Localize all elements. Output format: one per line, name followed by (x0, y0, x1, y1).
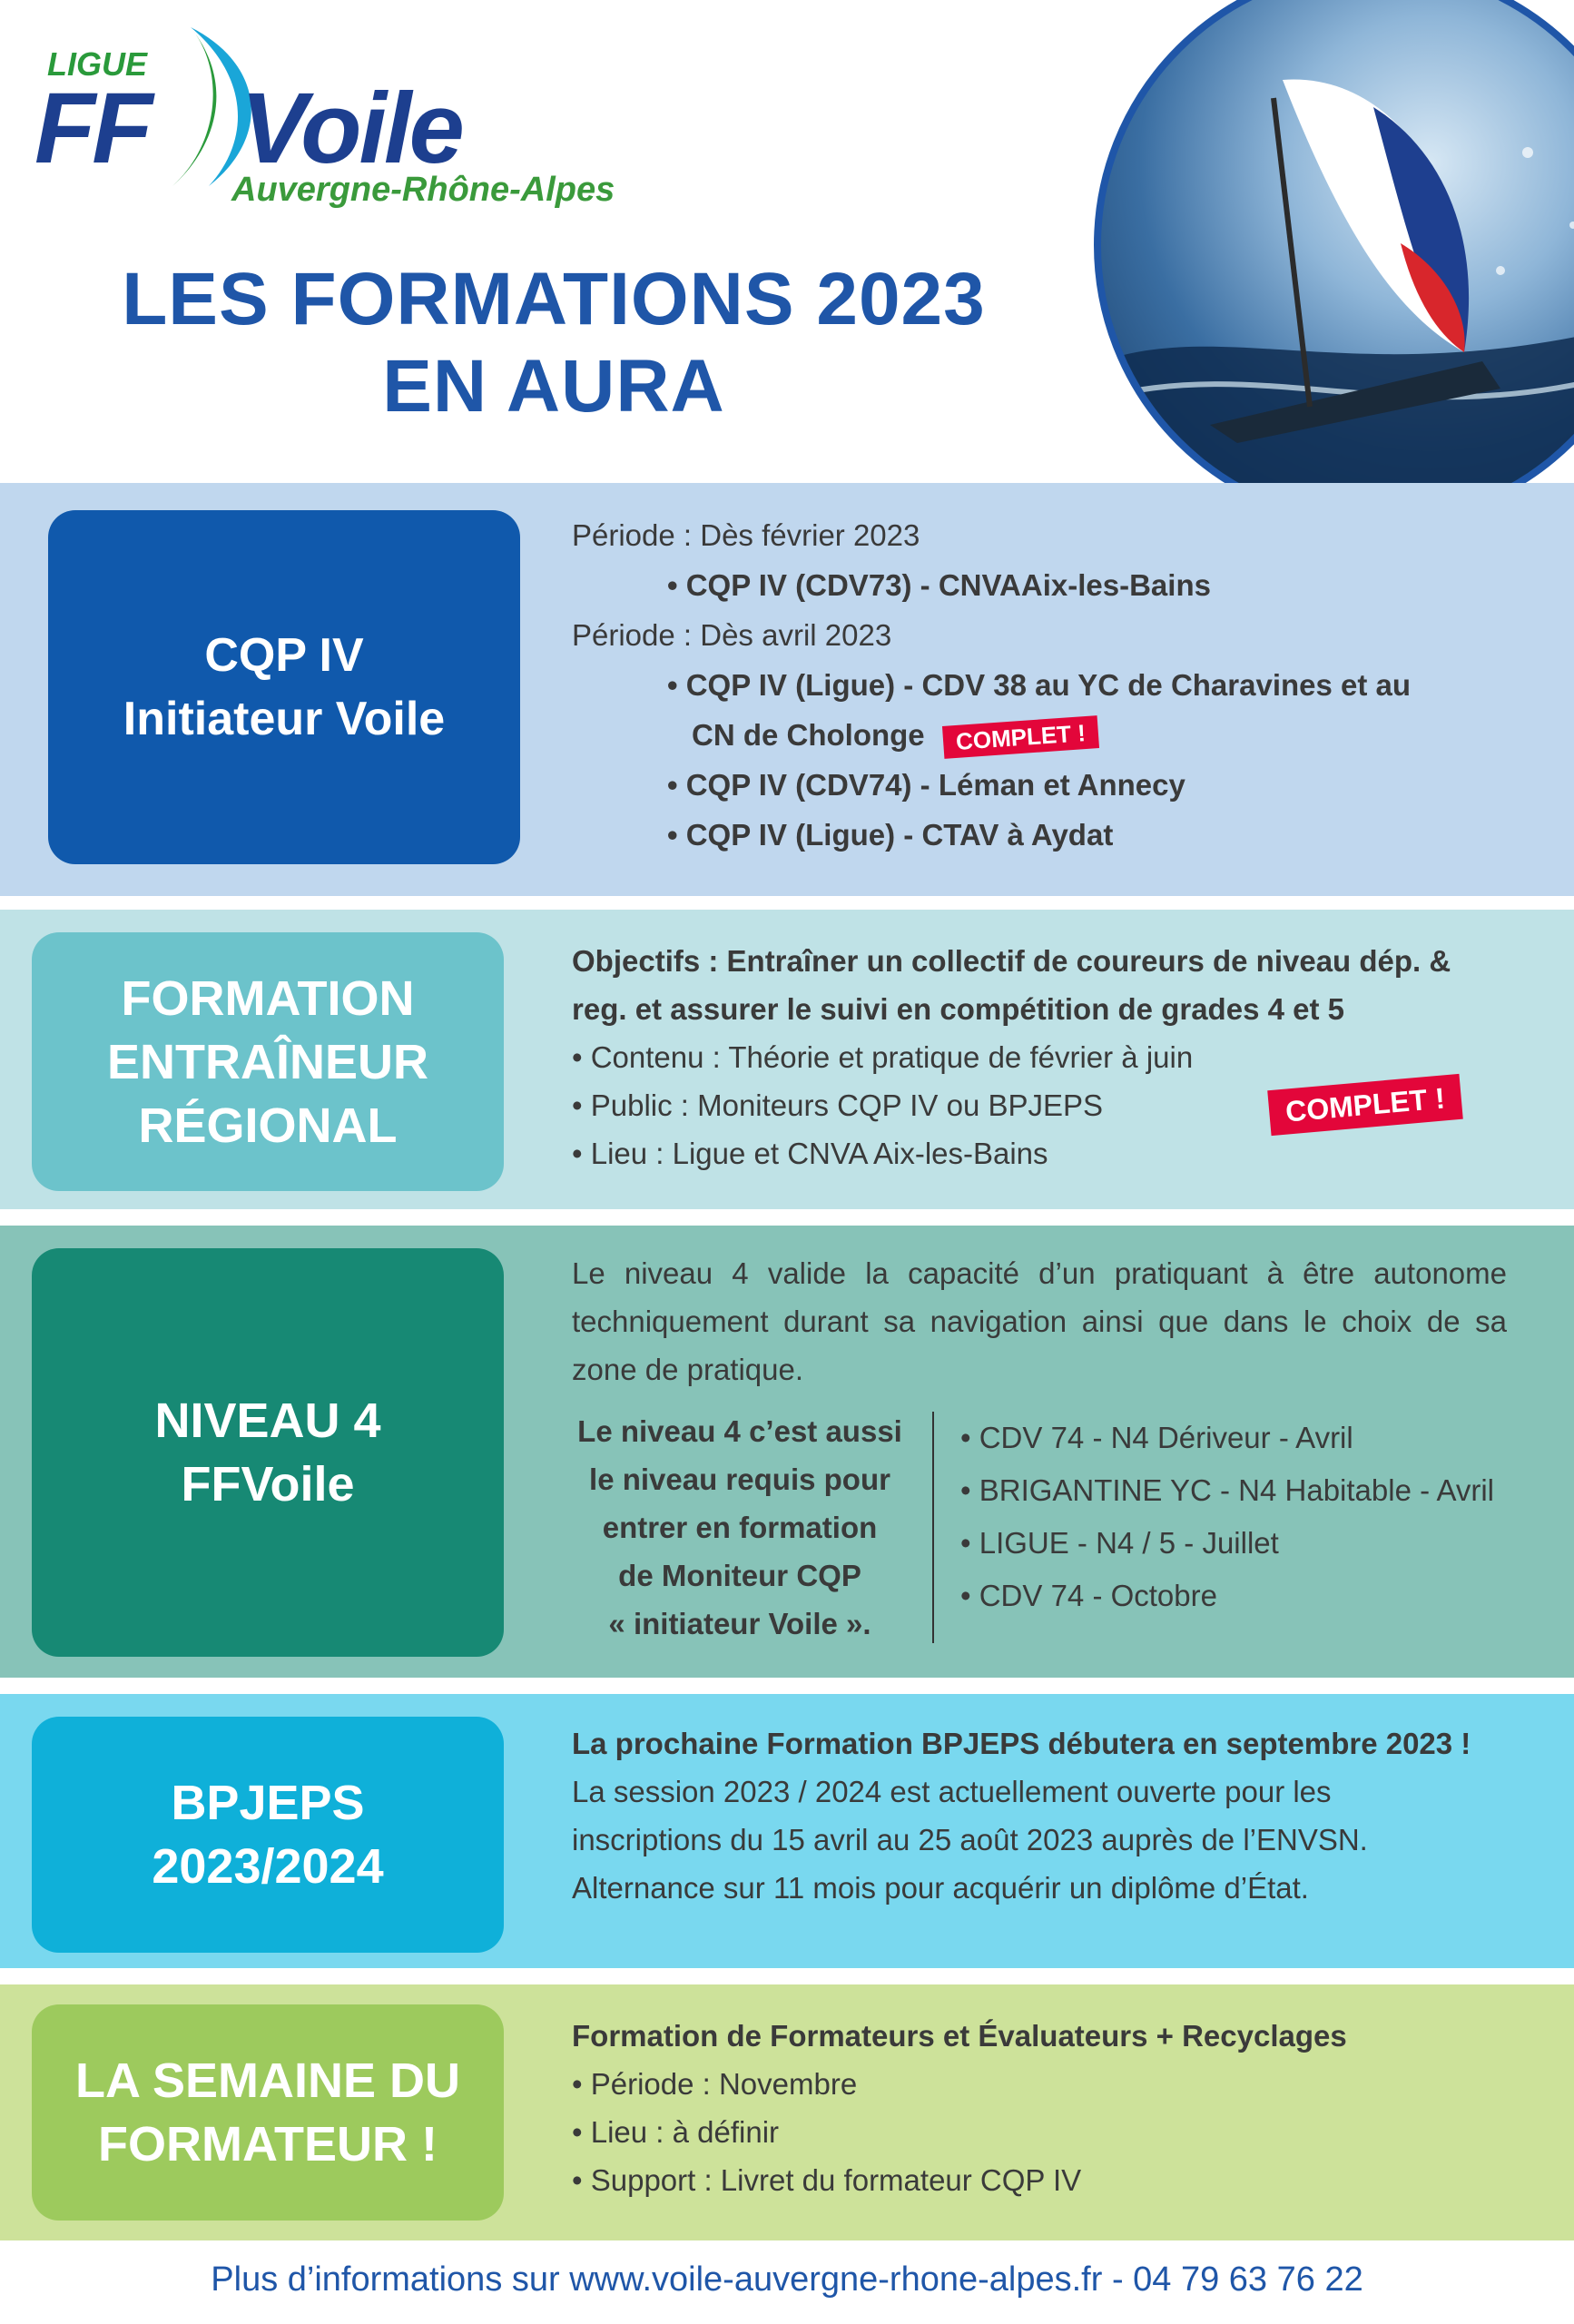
logo-region: Auvergne-Rhône-Alpes (231, 171, 615, 209)
semaine-details (572, 2012, 1534, 2204)
niveau4-label-line-2: FFVoile (181, 1457, 355, 1512)
bpjeps-label-line-2: 2023/2024 (152, 1839, 384, 1894)
niveau4-note-line-3: entrer en formation (602, 1511, 878, 1544)
niveau4-note-line-5: « initiateur Voile ». (608, 1607, 871, 1640)
niveau4-intro (572, 1249, 1507, 1393)
page-title (54, 256, 1053, 430)
ffvoile-logo (27, 18, 615, 218)
cqp-section (0, 483, 1574, 896)
entraineur-section (0, 910, 1574, 1209)
cqp-label-line-1: CQP IV (204, 629, 364, 682)
cqp-periode-2: Période : Dès avril 2023 (572, 618, 892, 652)
cqp-label-box (48, 510, 520, 864)
semaine-lieu: • Lieu : à définir (572, 2115, 780, 2149)
semaine-label-line-1: LA SEMAINE DU (74, 2053, 460, 2108)
niveau4-label-box (32, 1248, 504, 1657)
niveau4-intro-line-2: techniquement durant sa navigation ainsi que dans le choix de sa (572, 1305, 1507, 1338)
footer-info[interactable]: Plus d’informations sur www.voile-auvergne-rhone-alpes.fr - 04 79 63 76 22 (211, 2260, 1363, 2299)
semaine-periode: • Période : Novembre (572, 2067, 858, 2101)
niveau4-note-line-1: Le niveau 4 c’est aussi (577, 1414, 902, 1448)
entraineur-label-line-2: ENTRAÎNEUR (106, 1034, 428, 1089)
cqp-item-2: • CQP IV (Ligue) - CDV 38 au YC de Charavines et au (667, 668, 1412, 702)
bpjeps-section (0, 1694, 1574, 1968)
title-line-1: LES FORMATIONS 2023 (122, 258, 986, 340)
cqp-item-3: • CQP IV (CDV74) - Léman et Annecy (667, 768, 1185, 802)
entraineur-objectif-2: reg. et assurer le suivi en compétition de grades 4 et 5 (572, 992, 1344, 1026)
entraineur-label-line-3: RÉGIONAL (138, 1098, 398, 1153)
entraineur-label-line-1: FORMATION (121, 970, 415, 1026)
cqp-item-2-line-2: CN de Cholonge (692, 718, 925, 752)
semaine-section (0, 1984, 1574, 2240)
cqp-label-line-2: Initiateur Voile (123, 693, 446, 745)
niveau4-note (563, 1407, 917, 1648)
logo-ff: FF (34, 73, 150, 184)
niveau4-session-4: • CDV 74 - Octobre (960, 1579, 1217, 1612)
entraineur-public: • Public : Moniteurs CQP IV ou BPJEPS (572, 1088, 1104, 1122)
bpjeps-details (572, 1719, 1534, 1912)
bpjeps-label-box (32, 1717, 504, 1953)
semaine-label-line-2: FORMATEUR ! (98, 2117, 438, 2171)
semaine-support: • Support : Livret du formateur CQP IV (572, 2163, 1082, 2197)
entraineur-complet-badge: COMPLET ! (1267, 1074, 1463, 1136)
bpjeps-headline: La prochaine Formation BPJEPS débutera en septembre 2023 ! (572, 1727, 1471, 1760)
niveau4-session-2: • BRIGANTINE YC - N4 Habitable - Avril (960, 1473, 1495, 1507)
bpjeps-line-2: inscriptions du 15 avril au 25 août 2023 auprès de l’ENVSN. (572, 1823, 1368, 1856)
entraineur-label-box (32, 932, 504, 1191)
cqp-item-1: • CQP IV (CDV73) - CNVAAix-les-Bains (667, 568, 1211, 602)
logo-voile: Voile (241, 73, 462, 184)
niveau4-sessions (960, 1412, 1541, 1622)
cqp-item-4: • CQP IV (Ligue) - CTAV à Aydat (667, 818, 1114, 852)
cqp-complet-badge: COMPLET ! (942, 715, 1099, 759)
entraineur-details (572, 937, 1534, 1177)
niveau4-session-1: • CDV 74 - N4 Dériveur - Avril (960, 1421, 1353, 1454)
bpjeps-label-line-1: BPJEPS (171, 1776, 365, 1830)
entraineur-objectif-1: Objectifs : Entraîner un collectif de coureurs de niveau dép. & (572, 944, 1451, 978)
logo-ligue: LIGUE (47, 45, 148, 83)
niveau4-divider (932, 1412, 934, 1643)
cqp-details (572, 510, 1534, 860)
niveau4-section (0, 1226, 1574, 1678)
niveau4-note-line-2: le niveau requis pour (589, 1462, 890, 1496)
title-line-2: EN AURA (382, 345, 725, 428)
bpjeps-line-1: La session 2023 / 2024 est actuellement ouverte pour les (572, 1775, 1332, 1808)
semaine-headline: Formation de Formateurs et Évaluateurs + Recyclages (572, 2019, 1347, 2053)
semaine-label-box (32, 2004, 504, 2221)
niveau4-intro-line-1: Le niveau 4 valide la capacité d’un pratiquant à être autonome (572, 1256, 1507, 1290)
niveau4-note-line-4: de Moniteur CQP (618, 1559, 861, 1592)
niveau4-session-3: • LIGUE - N4 / 5 - Juillet (960, 1526, 1279, 1560)
niveau4-intro-line-3: zone de pratique. (572, 1353, 804, 1386)
cqp-periode-1: Période : Dès février 2023 (572, 518, 920, 552)
cqp-item-2-cont (572, 710, 1534, 760)
sailing-photo (1094, 0, 1574, 527)
niveau4-label-line-1: NIVEAU 4 (154, 1393, 381, 1448)
sailboat-image (1101, 0, 1574, 527)
entraineur-lieu: • Lieu : Ligue et CNVA Aix-les-Bains (572, 1137, 1048, 1170)
bpjeps-line-3: Alternance sur 11 mois pour acquérir un diplôme d’État. (572, 1871, 1309, 1905)
entraineur-contenu: • Contenu : Théorie et pratique de février à juin (572, 1040, 1194, 1074)
